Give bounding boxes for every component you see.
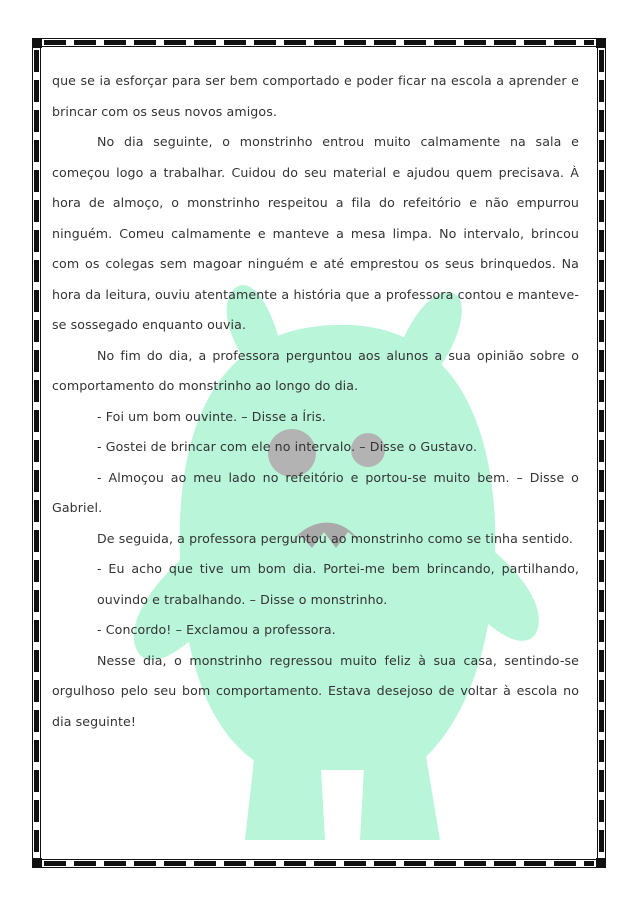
story-paragraph: De seguida, a professora perguntou ao monstrinho como se tinha sentido. (97, 530, 574, 546)
story-text (52, 66, 579, 737)
story-paragraph: - Gostei de brincar com ele no intervalo. – Disse o Gustavo. (97, 439, 478, 454)
story-paragraph: No fim do dia, a professora perguntou aos alunos a sua opinião sobre o comportamento do monstrinho ao longo do dia. (52, 347, 579, 393)
story-paragraph: - Eu acho que tive um bom dia. Portei-me bem brincando, partilhando, ouvindo e trabalhando. – Disse o monstrinho. (97, 561, 579, 607)
story-paragraph: que se ia esforçar para ser bem comportado e poder ficar na escola a aprender e brincar com os seus novos amigos. (52, 73, 579, 119)
story-paragraph: No dia seguinte, o monstrinho entrou muito calmamente na sala e começou logo a trabalhar. Cuidou do seu material e ajudou quem precisava. À hora de almoço, o monstrinho respeitou a fila do refeitório e não empurrou ninguém. Comeu calmamente e manteve a mesa limpa. No intervalo, brincou com os colegas sem magoar ninguém e até emprestou os seus brinquedos. Na hora da leitura, ouviu atentamente a história que a professora contou e manteve-se sossegado enquanto ouvia. (52, 134, 579, 332)
story-paragraph: - Concordo! – Exclamou a professora. (97, 622, 336, 637)
story-paragraph: Nesse dia, o monstrinho regressou muito feliz à sua casa, sentindo-se orgulhoso pelo seu bom comportamento. Estava desejoso de voltar à escola no dia seguinte! (52, 652, 579, 729)
story-paragraph: - Foi um bom ouvinte. – Disse a Íris. (97, 408, 326, 424)
story-paragraph: - Almoçou ao meu lado no refeitório e portou-se muito bem. – Disse o Gabriel. (52, 469, 579, 515)
